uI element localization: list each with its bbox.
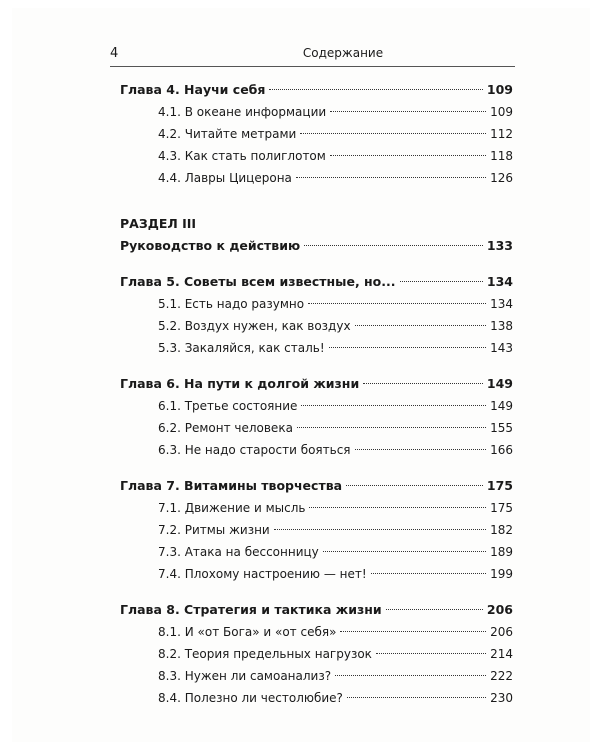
toc-chapter-title: Глава 8. Стратегия и тактика жизни <box>120 602 382 617</box>
toc-item <box>158 167 513 189</box>
toc-page-number: 109 <box>486 82 513 97</box>
toc-page-number: 230 <box>490 691 513 705</box>
toc-chapter-6 <box>120 373 513 395</box>
dot-leader <box>340 631 486 632</box>
toc-item-title: 5.3. Закаляйся, как сталь! <box>158 341 325 355</box>
page-number: 4 <box>110 46 119 61</box>
dot-leader <box>363 383 483 384</box>
running-title: Содержание <box>302 46 384 60</box>
toc-page-number: 133 <box>486 238 513 253</box>
toc-item <box>158 439 513 461</box>
toc-page-number: 222 <box>490 669 513 683</box>
toc-item-title: 7.4. Плохому настроению — нет! <box>158 567 367 581</box>
toc-chapter-7 <box>120 475 513 497</box>
toc-item-title: 4.3. Как стать полиглотом <box>158 149 326 163</box>
dot-leader <box>304 245 483 246</box>
dot-leader <box>400 281 483 282</box>
toc-page-number: 155 <box>490 421 513 435</box>
toc-item <box>158 417 513 439</box>
toc-item-title: 8.1. И «от Бога» и «от себя» <box>158 625 337 639</box>
dot-leader <box>376 653 486 654</box>
toc-chapter-8 <box>120 599 513 621</box>
toc-page-number: 126 <box>490 171 513 185</box>
toc-page-number: 112 <box>490 127 513 141</box>
table-of-contents <box>120 79 513 709</box>
spacer <box>120 461 513 475</box>
toc-item <box>158 337 513 359</box>
toc-item <box>158 643 513 665</box>
spacer <box>120 359 513 373</box>
toc-page-number: 214 <box>490 647 513 661</box>
dot-leader <box>297 427 486 428</box>
toc-item-title: 8.3. Нужен ли самоанализ? <box>158 669 332 683</box>
toc-page-number: 199 <box>490 567 513 581</box>
toc-chapter-title: Глава 6. На пути к долгой жизни <box>120 376 360 391</box>
toc-section-title: Руководство к действию <box>120 238 301 253</box>
toc-item-title: 7.1. Движение и мысль <box>158 501 306 515</box>
dot-leader <box>330 155 486 156</box>
toc-page-number: 206 <box>486 602 513 617</box>
toc-item-title: 4.2. Читайте метрами <box>158 127 297 141</box>
dot-leader <box>335 675 486 676</box>
toc-page-number: 206 <box>490 625 513 639</box>
toc-item <box>158 497 513 519</box>
toc-item-title: 8.2. Теория предельных нагрузок <box>158 647 372 661</box>
toc-item <box>158 101 513 123</box>
toc-chapter-4 <box>120 79 513 101</box>
toc-page-number: 189 <box>490 545 513 559</box>
dot-leader <box>371 573 486 574</box>
toc-item-title: 6.1. Третье состояние <box>158 399 298 413</box>
dot-leader <box>300 133 486 134</box>
toc-page-number: 175 <box>486 478 513 493</box>
toc-item <box>158 621 513 643</box>
toc-chapter-title: Глава 5. Советы всем известные, но... <box>120 274 396 289</box>
toc-page-number: 175 <box>490 501 513 515</box>
toc-page-number: 149 <box>486 376 513 391</box>
toc-page-number: 134 <box>486 274 513 289</box>
spacer <box>120 189 513 213</box>
spacer <box>120 585 513 599</box>
toc-page-number: 143 <box>490 341 513 355</box>
dot-leader <box>347 697 486 698</box>
toc-item-title: 8.4. Полезно ли честолюбие? <box>158 691 343 705</box>
toc-page-number: 138 <box>490 319 513 333</box>
toc-item-title: 4.1. В океане информации <box>158 105 327 119</box>
toc-page-number: 182 <box>490 523 513 537</box>
dot-leader <box>308 303 486 304</box>
toc-item <box>158 687 513 709</box>
toc-page-number: 118 <box>490 149 513 163</box>
dot-leader <box>309 507 486 508</box>
spacer <box>120 257 513 271</box>
toc-page-number: 134 <box>490 297 513 311</box>
dot-leader <box>296 177 486 178</box>
dot-leader <box>346 485 483 486</box>
toc-item-title: 4.4. Лавры Цицерона <box>158 171 292 185</box>
dot-leader <box>386 609 483 610</box>
dot-leader <box>355 449 487 450</box>
toc-item-title: 7.3. Атака на бессонницу <box>158 545 319 559</box>
toc-item-title: 6.2. Ремонт человека <box>158 421 293 435</box>
toc-item <box>158 519 513 541</box>
toc-page-number: 109 <box>490 105 513 119</box>
dot-leader <box>269 89 482 90</box>
dot-leader <box>355 325 487 326</box>
dot-leader <box>329 347 486 348</box>
toc-item-title: 5.2. Воздух нужен, как воздух <box>158 319 351 333</box>
toc-item-title: 5.1. Есть надо разумно <box>158 297 305 311</box>
toc-chapter-5 <box>120 271 513 293</box>
toc-section-3 <box>120 235 513 257</box>
dot-leader <box>330 111 486 112</box>
toc-page-number: 149 <box>490 399 513 413</box>
dot-leader <box>323 551 486 552</box>
toc-item-title: 7.2. Ритмы жизни <box>158 523 270 537</box>
toc-item <box>158 293 513 315</box>
toc-item <box>158 145 513 167</box>
toc-item <box>158 541 513 563</box>
toc-item <box>158 563 513 585</box>
toc-item <box>158 665 513 687</box>
toc-item-title: 6.3. Не надо старости бояться <box>158 443 351 457</box>
header-rule <box>110 66 515 67</box>
toc-page-number: 166 <box>490 443 513 457</box>
dot-leader <box>274 529 486 530</box>
toc-item <box>158 123 513 145</box>
dot-leader <box>301 405 486 406</box>
section-heading: РАЗДЕЛ III <box>120 216 197 231</box>
toc-item <box>158 315 513 337</box>
toc-item <box>158 395 513 417</box>
toc-chapter-title: Глава 4. Научи себя <box>120 82 266 97</box>
toc-chapter-title: Глава 7. Витамины творчества <box>120 478 343 493</box>
